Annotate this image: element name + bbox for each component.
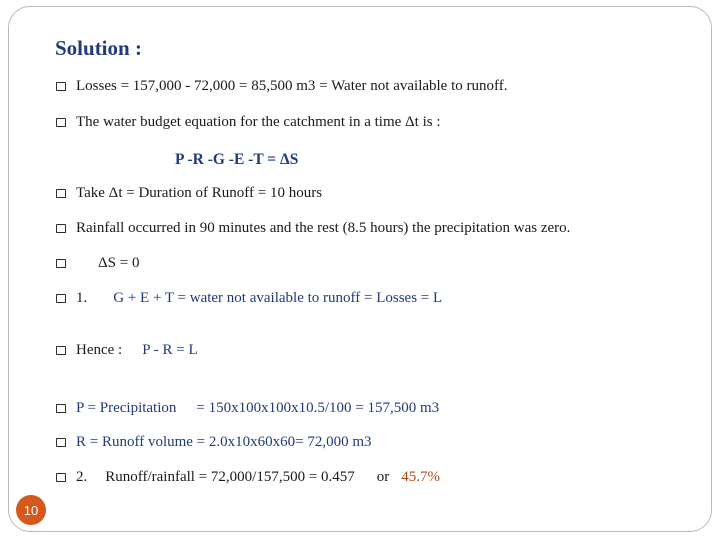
bullet-icon — [56, 473, 66, 482]
losses-text: Losses = 157,000 - 72,000 = 85,500 m3 = Water not available to runoff. — [76, 78, 508, 94]
hence-equation: P - R = L — [142, 342, 198, 358]
bullet-icon — [56, 224, 66, 233]
precipitation-value: = 150x100x100x10.5/100 = 157,500 m3 — [196, 400, 440, 416]
bullet-take — [56, 185, 322, 202]
bullet-icon — [56, 189, 66, 198]
water-budget-equation: P -R -G -E -T = ΔS — [175, 151, 299, 168]
bullet-one — [56, 290, 442, 307]
rainfall-text: Rainfall occurred in 90 minutes and the rest (8.5 hours) the precipitation was zero. — [76, 220, 571, 236]
bullet-two — [56, 469, 440, 486]
hence-label: Hence : — [76, 342, 123, 358]
bullet-precipitation — [56, 400, 439, 417]
bullet-icon — [56, 294, 66, 303]
take-text: Take Δt = Duration of Runoff = 10 hours — [76, 185, 323, 201]
percent-value: 45.7% — [401, 469, 441, 485]
bullet-budget — [56, 114, 441, 131]
bullet-icon — [56, 118, 66, 127]
budget-text: The water budget equation for the catchment in a time Δt is : — [76, 114, 441, 130]
delta-text: ΔS = 0 — [98, 255, 140, 271]
two-number: 2. — [76, 469, 88, 485]
slide-title: Solution : — [55, 36, 142, 60]
bullet-rainfall — [56, 220, 570, 237]
one-text: G + E + T = water not available to runoff = Losses = L — [113, 290, 443, 306]
or-label: or — [376, 469, 390, 485]
page-number-badge: 10 — [16, 495, 46, 525]
bullet-hence — [56, 342, 198, 359]
bullet-icon — [56, 259, 66, 268]
bullet-delta — [56, 255, 139, 272]
bullet-icon — [56, 346, 66, 355]
runoff-text: R = Runoff volume = 2.0x10x60x60= 72,000 m3 — [76, 434, 372, 450]
one-number: 1. — [76, 290, 88, 306]
two-text: Runoff/rainfall = 72,000/157,500 = 0.457 — [105, 469, 355, 485]
bullet-icon — [56, 438, 66, 447]
bullet-runoff — [56, 434, 372, 451]
bullet-losses — [56, 78, 507, 95]
precipitation-label: P = Precipitation — [76, 400, 177, 416]
bullet-icon — [56, 404, 66, 413]
bullet-icon — [56, 82, 66, 91]
